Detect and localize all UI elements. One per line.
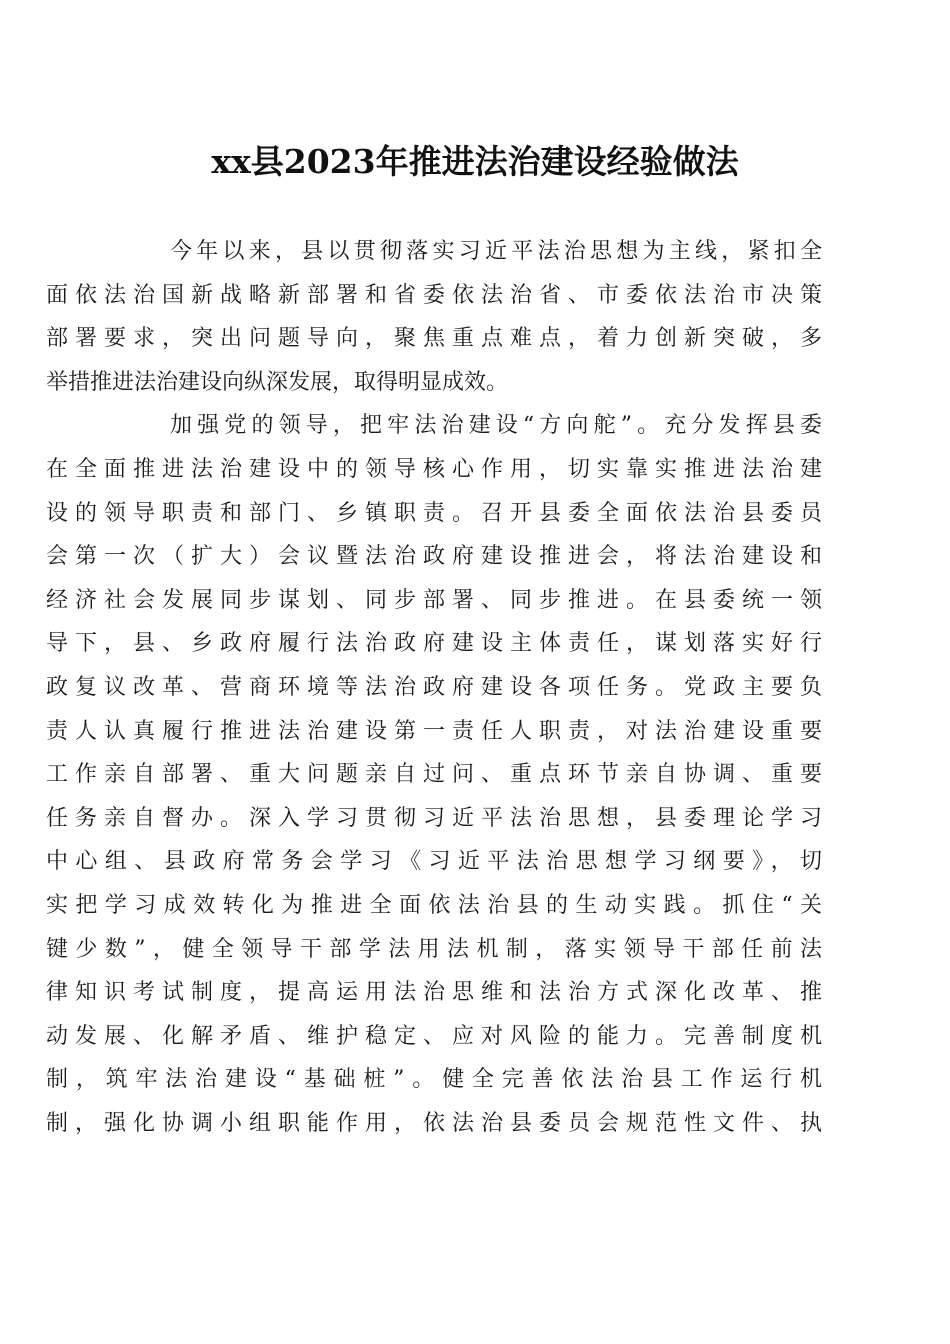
paragraph-2-line: 导下，县、乡政府履行法治政府建设主体责任，谋划落实好行 (46, 631, 822, 657)
paragraph-2-line: 政复议改革、营商环境等法治政府建设各项任务。党政主要负 (46, 674, 822, 700)
paragraph-2-line: 责人认真履行推进法治建设第一责任人职责，对法治建设重要 (46, 718, 822, 744)
document-title: xx县2023年推进法治建设经验做法 (211, 142, 739, 181)
paragraph-2-line: 实把学习成效转化为推进全面依法治县的生动实践。抓住“关 (46, 892, 822, 918)
paragraph-1-line: 举措推进法治建设向纵深发展，取得明显成效。 (46, 369, 509, 395)
paragraph-2-line: 设的领导职责和部门、乡镇职责。召开县委全面依法治县委员 (46, 500, 822, 526)
paragraph-2-line: 任务亲自督办。深入学习贯彻习近平法治思想，县委理论学习 (46, 805, 822, 831)
paragraph-2-line: 中心组、县政府常务会学习《习近平法治思想学习纲要》，切 (46, 849, 822, 875)
paragraph-2-line: 键少数”，健全领导干部学法用法机制，落实领导干部任前法 (46, 936, 822, 962)
paragraph-1-line: 面依法治国新战略新部署和省委依法治省、市委依法治市决策 (46, 282, 822, 308)
paragraph-2-line: 加强党的领导，把牢法治建设“方向舵”。充分发挥县委 (170, 413, 822, 439)
paragraph-2-line: 动发展、化解矛盾、维护稳定、应对风险的能力。完善制度机 (46, 1023, 822, 1049)
paragraph-2-line: 制，筑牢法治建设“基础桩”。健全完善依法治县工作运行机 (46, 1067, 822, 1093)
paragraph-1-line: 今年以来，县以贯彻落实习近平法治思想为主线，紧扣全 (170, 239, 822, 264)
paragraph-2-line: 律知识考试制度，提高运用法治思维和法治方式深化改革、推 (46, 980, 822, 1006)
paragraph-1-line: 部署要求，突出问题导向，聚焦重点难点，着力创新突破，多 (46, 326, 822, 352)
paragraph-2-line: 在全面推进法治建设中的领导核心作用，切实靠实推进法治建 (46, 456, 822, 482)
paragraph-2-line: 工作亲自部署、重大问题亲自过问、重点环节亲自协调、重要 (46, 762, 822, 788)
paragraph-2-line: 制，强化协调小组职能作用，依法治县委员会规范性文件、执 (46, 1110, 822, 1136)
paragraph-2-line: 经济社会发展同步谋划、同步部署、同步推进。在县委统一领 (46, 587, 822, 613)
document-body (46, 230, 822, 1145)
paragraph-2-line: 会第一次（扩大）会议暨法治政府建设推进会，将法治建设和 (46, 544, 822, 570)
